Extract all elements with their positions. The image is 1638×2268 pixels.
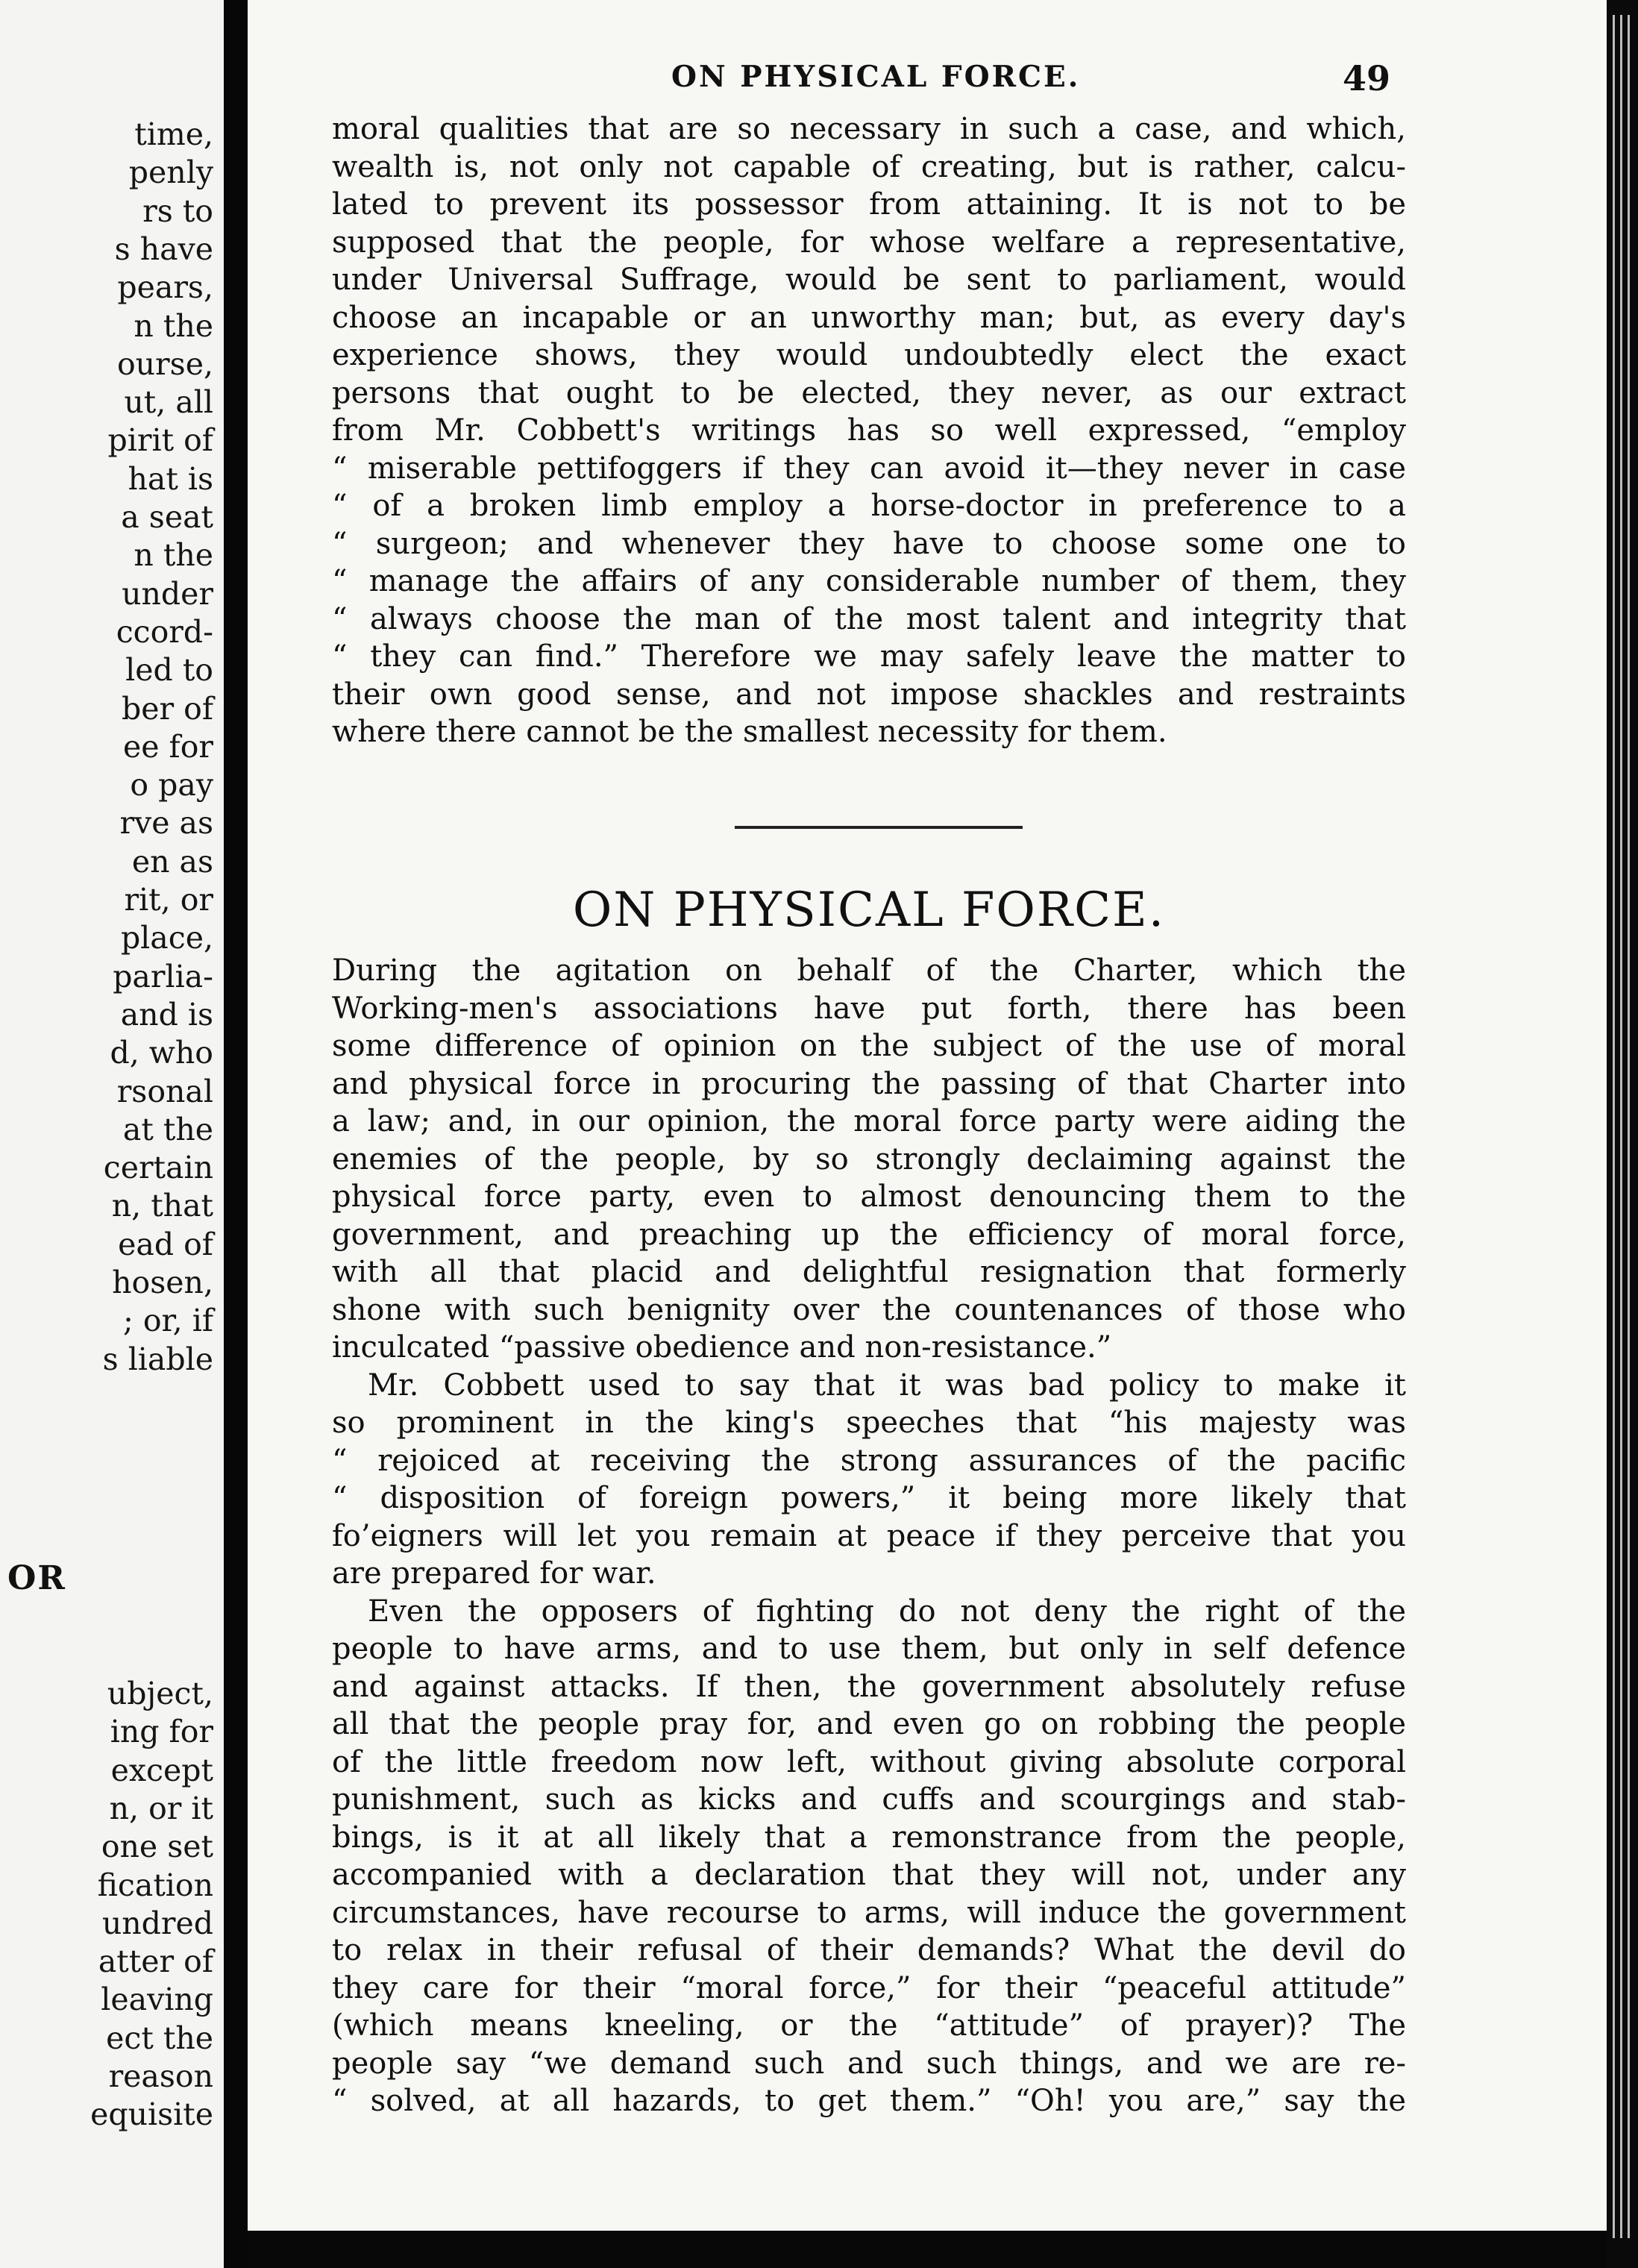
left-fragment-line: ubject, bbox=[107, 1676, 213, 1711]
text-line: where there cannot be the smallest necessity for them. bbox=[332, 715, 1167, 749]
left-fragment-line: ead of bbox=[118, 1226, 213, 1262]
text-line: “ rejoiced at receiving the strong assurances of the pacific bbox=[332, 1443, 1406, 1478]
text-line: experience shows, they would undoubtedly elect the exact bbox=[332, 338, 1406, 372]
left-fragment-line: a seat bbox=[121, 499, 213, 535]
left-fragment-line: en as bbox=[131, 843, 213, 880]
left-fragment-line: undred bbox=[101, 1905, 213, 1941]
left-fragment-line: ut, all bbox=[124, 384, 213, 421]
text-line: wealth is, not only not capable of creating, but is rather, calcu- bbox=[332, 149, 1406, 184]
left-fragment-line: n the bbox=[134, 307, 213, 344]
text-line: lated to prevent its possessor from attaining. It is not to be bbox=[332, 187, 1406, 222]
text-line: a law; and, in our opinion, the moral force party were aiding the bbox=[332, 1104, 1406, 1138]
left-fragment-line: ccord- bbox=[116, 613, 213, 650]
text-line: choose an incapable or an unworthy man; but, as every day's bbox=[332, 300, 1406, 335]
text-line: punishment, such as kicks and cuffs and scourgings and stab- bbox=[332, 1782, 1406, 1817]
text-line: “ solved, at all hazards, to get them.” “Oh! you are,” say the bbox=[332, 2084, 1406, 2118]
left-fragment-heading: OR bbox=[7, 1559, 66, 1597]
left-fragment-line: ; or, if bbox=[123, 1303, 213, 1339]
left-fragment-line: except bbox=[110, 1752, 213, 1788]
left-fragment-line: o pay bbox=[130, 767, 213, 803]
text-line: accompanied with a declaration that they will not, under any bbox=[332, 1858, 1406, 1892]
left-fragment-line: hosen, bbox=[112, 1265, 213, 1300]
left-fragment-line: equisite bbox=[90, 2096, 213, 2133]
left-fragment-line: certain bbox=[103, 1150, 213, 1186]
left-fragment-line: time, bbox=[134, 116, 213, 152]
page-number: 49 bbox=[1343, 58, 1391, 98]
left-fragment-line: s liable bbox=[102, 1341, 213, 1377]
text-line: government, and preaching up the efficiency of moral force, bbox=[332, 1217, 1406, 1252]
text-line: (which means kneeling, or the “attitude” of prayer)? The bbox=[332, 2008, 1406, 2043]
text-line: enemies of the people, by so strongly declaiming against the bbox=[332, 1141, 1406, 1177]
left-fragment-line: one set bbox=[101, 1829, 213, 1865]
left-fragment-line: parlia- bbox=[113, 958, 213, 994]
text-line: “ always choose the man of the most talent and integrity that bbox=[332, 601, 1406, 636]
left-fragment-line: led to bbox=[125, 652, 213, 689]
page-edge bbox=[1607, 0, 1638, 2268]
left-fragment-line: n the bbox=[134, 537, 213, 574]
left-fragment-line: rsonal bbox=[116, 1073, 213, 1109]
text-line: they care for their “moral force,” for their “peaceful attitude” bbox=[332, 1970, 1406, 2005]
left-fragment-line: at the bbox=[122, 1111, 213, 1147]
left-fragment-line: ber of bbox=[122, 690, 213, 727]
left-fragment-line: atter of bbox=[98, 1943, 213, 1980]
top-paragraph bbox=[332, 110, 1406, 751]
text-line: persons that ought to be elected, they never, as our extract bbox=[332, 375, 1406, 410]
page-edge-line bbox=[1613, 15, 1615, 2238]
text-line: “ disposition of foreign powers,” it being more likely that bbox=[332, 1481, 1406, 1515]
left-fragment-line: pears, bbox=[117, 269, 213, 306]
left-fragment-line: rit, or bbox=[124, 882, 213, 918]
left-fragment-line: fication bbox=[97, 1867, 213, 1903]
section-title: ON PHYSICAL FORCE. bbox=[572, 883, 1166, 938]
left-fragment-line: pirit of bbox=[107, 422, 213, 459]
text-line: shone with such benignity over the countenances of those who bbox=[332, 1292, 1406, 1327]
left-fragment-line: d, who bbox=[110, 1035, 213, 1071]
text-line: “ surgeon; and whenever they have to choose some one to bbox=[332, 526, 1406, 561]
running-head: ON PHYSICAL FORCE. bbox=[671, 60, 1081, 94]
text-line: some difference of opinion on the subject of the use of moral bbox=[332, 1029, 1406, 1063]
text-line: “ miserable pettifoggers if they can avoid it—they never in case bbox=[332, 451, 1406, 486]
page-edge-line bbox=[1620, 15, 1622, 2238]
book-gutter bbox=[224, 0, 248, 2268]
left-fragment-line: reason bbox=[108, 2058, 213, 2094]
text-line: all that the people pray for, and even go on robbing the people bbox=[332, 1707, 1406, 1741]
left-fragment-line: ourse, bbox=[116, 345, 213, 382]
section-divider bbox=[735, 826, 1023, 829]
text-line: and physical force in procuring the passing of that Charter into bbox=[332, 1066, 1406, 1101]
page-edge-line bbox=[1628, 15, 1630, 2238]
text-line: fo’eigners will let you remain at peace if they perceive that you bbox=[332, 1518, 1406, 1553]
text-line: from Mr. Cobbett's writings has so well expressed, “employ bbox=[332, 413, 1406, 448]
text-line: “ manage the affairs of any considerable number of them, they bbox=[332, 564, 1406, 598]
text-line: supposed that the people, for whose welfare a representative, bbox=[332, 225, 1406, 260]
text-line: “ of a broken limb employ a horse-doctor in preference to a bbox=[332, 489, 1406, 523]
left-fragment-line: and is bbox=[120, 996, 213, 1033]
text-line: of the little freedom now left, without giving absolute corporal bbox=[332, 1744, 1406, 1779]
left-fragment-line: rs to bbox=[142, 192, 213, 229]
left-page-fragment bbox=[0, 0, 224, 2268]
left-fragment-line: n, that bbox=[111, 1188, 213, 1224]
text-line: bings, is it at all likely that a remonstrance from the people, bbox=[332, 1820, 1406, 1855]
text-line: Working-men's associations have put forth, there has been bbox=[332, 991, 1406, 1026]
left-fragment-line: hat is bbox=[128, 460, 213, 497]
text-line: their own good sense, and not impose shackles and restraints bbox=[332, 677, 1406, 712]
page-shadow bbox=[248, 2231, 1638, 2268]
left-fragment-line: penly bbox=[128, 154, 213, 191]
text-line: so prominent in the king's speeches that “his majesty was bbox=[332, 1406, 1406, 1440]
left-fragment-line: s have bbox=[114, 231, 213, 267]
text-line: to relax in their refusal of their demands? What the devil do bbox=[332, 1933, 1406, 1967]
text-line: circumstances, have recourse to arms, will induce the government bbox=[332, 1895, 1406, 1930]
text-line: Mr. Cobbett used to say that it was bad policy to make it bbox=[368, 1368, 1406, 1403]
text-line: “ they can find.” Therefore we may safely leave the matter to bbox=[332, 639, 1406, 674]
text-line: moral qualities that are so necessary in such a case, and which, bbox=[332, 112, 1406, 146]
text-line: Even the opposers of fighting do not deny the right of the bbox=[368, 1594, 1406, 1629]
text-line: and against attacks. If then, the government absolutely refuse bbox=[332, 1669, 1406, 1704]
left-fragment-line: ing for bbox=[110, 1714, 213, 1750]
left-fragment-line: ect the bbox=[106, 2020, 213, 2056]
text-line: people say “we demand such and such things, and we are re- bbox=[332, 2046, 1406, 2081]
left-fragment-line: n, or it bbox=[109, 1790, 213, 1826]
left-fragment-line: place, bbox=[120, 920, 213, 956]
paragraph-during bbox=[332, 952, 1406, 2120]
text-line: people to have arms, and to use them, but only in self defence bbox=[332, 1632, 1406, 1666]
text-line: During the agitation on behalf of the Charter, which the bbox=[332, 953, 1406, 988]
text-line: are prepared for war. bbox=[332, 1556, 656, 1591]
text-line: inculcated “passive obedience and non-resistance.” bbox=[332, 1330, 1112, 1365]
left-fragment-line: ee for bbox=[122, 728, 213, 765]
text-line: physical force party, even to almost denouncing them to the bbox=[332, 1180, 1406, 1214]
left-fragment-line: leaving bbox=[101, 1982, 213, 2018]
left-fragment-line: rve as bbox=[119, 805, 213, 842]
text-line: under Universal Suffrage, would be sent to parliament, would bbox=[332, 263, 1406, 297]
left-fragment-line: under bbox=[122, 575, 213, 612]
text-line: with all that placid and delightful resignation that formerly bbox=[332, 1255, 1406, 1289]
